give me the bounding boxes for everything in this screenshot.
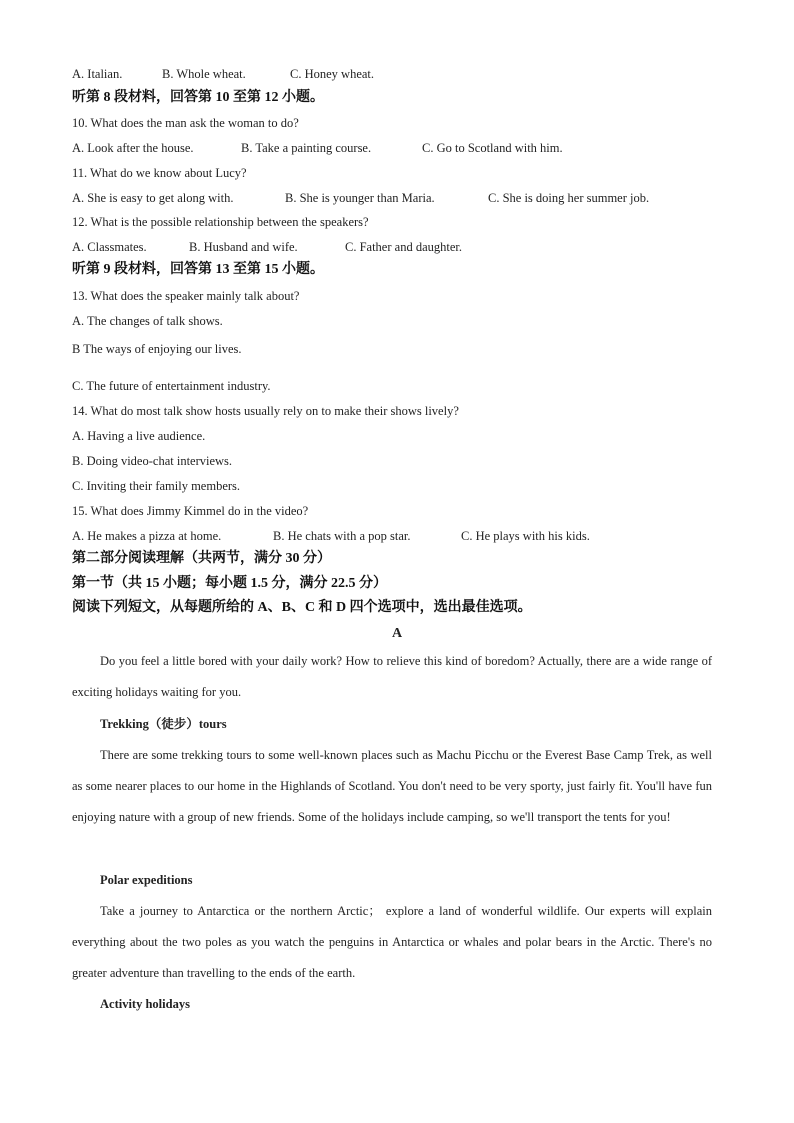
q15-stem: 15. What does Jimmy Kimmel do in the video? [72, 504, 309, 518]
q10-option-b: B. Take a painting course. [241, 141, 372, 155]
passage-title: A [391, 626, 403, 641]
section1-header: 第一节（共 15 小题；每小题 1.5 分，满分 22.5 分） [72, 576, 387, 591]
q12-option-a: A. Classmates. [72, 240, 147, 254]
q10-option-a: A. Look after the house. [72, 141, 194, 155]
q11-option-a: A. She is easy to get along with. [72, 191, 234, 205]
section8-header: 听第 8 段材料，回答第 10 至第 12 小题。 [72, 90, 324, 105]
activity-heading: Activity holidays [100, 997, 190, 1011]
part2-header: 第二部分阅读理解（共两节，满分 30 分） [72, 551, 331, 566]
intro-paragraph [72, 646, 712, 708]
q12-stem: 12. What is the possible relationship between the speakers? [72, 215, 369, 229]
polar-paragraph [72, 896, 712, 989]
q12-option-c: C. Father and daughter. [345, 240, 462, 254]
q9-option-b: B. Whole wheat. [162, 67, 246, 81]
polar-text: Take a journey to Antarctica or the northern Arctic； explore a land of wonderful wildlife. Our experts will explain everything about the two poles as you watch the penguins in Antarctica or whales and polar bears in the Arctic. There's no greater adventure than travelling to the ends of the earth. [72, 904, 712, 980]
q14-option-c: C. Inviting their family members. [72, 479, 241, 493]
intro-text: Do you feel a little bored with your daily work? How to relieve this kind of boredom? Actually, there are a wide range of exciting holidays waiting for you. [72, 654, 712, 699]
q13-option-a: A. The changes of talk shows. [72, 314, 223, 328]
q11-option-b: B. She is younger than Maria. [285, 191, 435, 205]
q12-option-b: B. Husband and wife. [189, 240, 298, 254]
section9-header: 听第 9 段材料，回答第 13 至第 15 小题。 [72, 262, 324, 277]
q9-option-c: C. Honey wheat. [290, 67, 375, 81]
trekking-paragraph [72, 740, 712, 833]
q15-option-a: A. He makes a pizza at home. [72, 529, 222, 543]
q13-stem: 13. What does the speaker mainly talk about? [72, 289, 300, 303]
polar-heading: Polar expeditions [100, 873, 193, 887]
q11-stem: 11. What do we know about Lucy? [72, 166, 247, 180]
instruction: 阅读下列短文，从每题所给的 A、B、C 和 D 四个选项中，选出最佳选项。 [72, 600, 532, 615]
q10-stem: 10. What does the man ask the woman to do? [72, 116, 299, 130]
trekking-heading: Trekking（徒步）tours [100, 717, 227, 731]
q11-option-c: C. She is doing her summer job. [488, 191, 650, 205]
q10-option-c: C. Go to Scotland with him. [422, 141, 563, 155]
q15-option-b: B. He chats with a pop star. [273, 529, 411, 543]
trekking-text: There are some trekking tours to some well-known places such as Machu Picchu or the Everest Base Camp Trek, as well as some nearer places to our home in the Highlands of Scotland. You don't need to be very sporty, just fairly fit. You'll have fun enjoying nature with a group of new friends. Some of the holidays include camping, so we'll transport the tents for you! [72, 748, 712, 824]
q14-option-b: B. Doing video-chat interviews. [72, 454, 233, 468]
q9-option-a: A. Italian. [72, 67, 123, 81]
q13-option-b: B The ways of enjoying our lives. [72, 342, 242, 356]
q14-stem: 14. What do most talk show hosts usually rely on to make their shows lively? [72, 404, 459, 418]
q14-option-a: A. Having a live audience. [72, 429, 206, 443]
q13-option-c: C. The future of entertainment industry. [72, 379, 271, 393]
q15-option-c: C. He plays with his kids. [461, 529, 590, 543]
